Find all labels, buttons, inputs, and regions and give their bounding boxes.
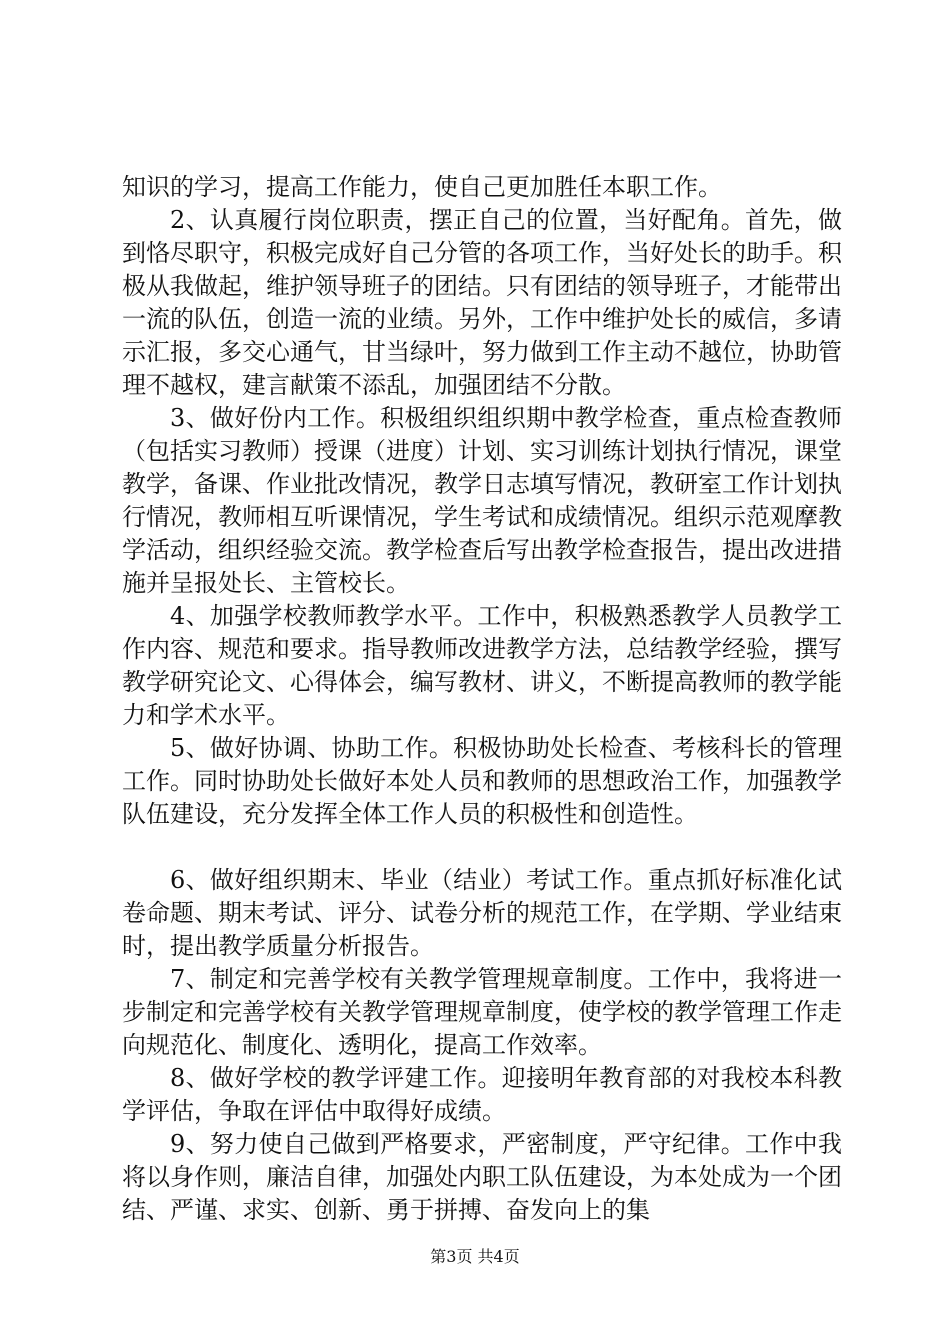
paragraph-item-4: 4、加强学校教师教学水平。工作中，积极熟悉教学人员教学工作内容、规范和要求。指导教师改进教学方法，总结教学经验，撰写教学研究论文、心得体会，编写教材、讲义，不断提高教师的教学能力和学术水平。 — [122, 602, 842, 729]
page-number-footer: 第3页 共4页 — [430, 1247, 520, 1266]
paragraph-item-6: 6、做好组织期末、毕业（结业）考试工作。重点抓好标准化试卷命题、期末考试、评分、试卷分析的规范工作，在学期、学业结束时，提出教学质量分析报告。 — [122, 866, 842, 960]
paragraph-item-2: 2、认真履行岗位职责，摆正自己的位置，当好配角。首先，做到恪尽职守，积极完成好自己分管的各项工作，当好处长的助手。积极从我做起，维护领导班子的团结。只有团结的领导班子，才能带出一流的队伍，创造一流的业绩。另外，工作中维护处长的威信，多请示汇报，多交心通气，甘当绿叶，努力做到工作主动不越位，协助管理不越权，建言献策不添乱，加强团结不分散。 — [122, 206, 842, 399]
paragraph-item-5: 5、做好协调、协助工作。积极协助处长检查、考核科长的管理工作。同时协助处长做好本处人员和教师的思想政治工作，加强教学队伍建设，充分发挥全体工作人员的积极性和创造性。 — [122, 734, 842, 828]
paragraph-item-3: 3、做好份内工作。积极组织组织期中教学检查，重点检查教师（包括实习教师）授课（进度）计划、实习训练计划执行情况，课堂教学，备课、作业批改情况，教学日志填写情况，教研室工作计划执行情况，教师相互听课情况，学生考试和成绩情况。组织示范观摩教学活动，组织经验交流。教学检查后写出教学检查报告，提出改进措施并呈报处长、主管校长。 — [122, 404, 842, 597]
paragraph-continuation: 知识的学习，提高工作能力，使自己更加胜任本职工作。 — [122, 173, 722, 201]
paragraph-item-9: 9、努力使自己做到严格要求，严密制度，严守纪律。工作中我将以身作则，廉洁自律，加强处内职工队伍建设，为本处成为一个团结、严谨、求实、创新、勇于拼搏、奋发向上的集 — [122, 1130, 842, 1224]
document-body — [122, 171, 842, 1227]
paragraph-item-7: 7、制定和完善学校有关教学管理规章制度。工作中，我将进一步制定和完善学校有关教学管理规章制度，使学校的教学管理工作走向规范化、制度化、透明化，提高工作效率。 — [122, 965, 842, 1059]
paragraph-item-8: 8、做好学校的教学评建工作。迎接明年教育部的对我校本科教学评估，争取在评估中取得好成绩。 — [122, 1064, 842, 1125]
